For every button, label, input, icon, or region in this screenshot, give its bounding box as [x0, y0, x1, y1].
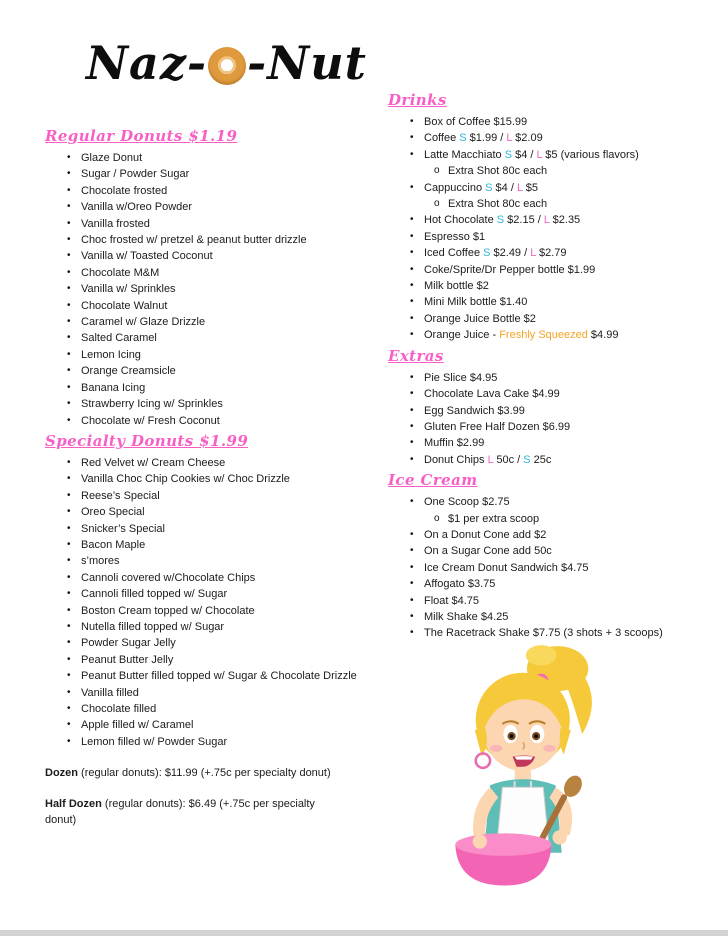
menu-item-text: Milk Shake $4.25	[424, 610, 509, 623]
menu-item-text: Peanut Butter Jelly	[81, 653, 174, 666]
dot-bullet-icon: •	[67, 653, 71, 665]
brand-title-right: -Nut	[247, 36, 367, 90]
dot-bullet-icon: •	[410, 528, 414, 540]
menu-item-text: Boston Cream topped w/ Chocolate	[81, 604, 255, 617]
dot-bullet-icon: •	[67, 735, 71, 747]
menu-item	[45, 701, 379, 717]
menu-item-text: Muffin $2.99	[424, 437, 485, 450]
menu-item	[388, 180, 722, 196]
menu-item	[45, 380, 379, 396]
menu-item-text: Espresso $1	[424, 230, 486, 243]
menu-item-text: One Scoop $2.75	[424, 496, 510, 509]
dot-bullet-icon: •	[410, 280, 414, 292]
menu-item	[388, 294, 722, 310]
menu-item-text: Coke/Sprite/Dr Pepper bottle $1.99	[424, 263, 596, 276]
menu-item	[45, 521, 379, 537]
drinks-heading: Drinks	[388, 91, 447, 109]
circle-bullet-icon: o	[434, 165, 440, 177]
menu-item	[45, 603, 379, 619]
menu-item-text: Nutella filled topped w/ Sugar	[81, 620, 225, 633]
regular-donuts-list	[45, 150, 379, 429]
menu-item-text: Snicker’s Special	[81, 522, 165, 535]
menu-item-text: s’mores	[81, 555, 120, 568]
dot-bullet-icon: •	[410, 148, 414, 160]
menu-item	[388, 311, 722, 327]
dot-bullet-icon: •	[67, 637, 71, 649]
dot-bullet-icon: •	[410, 181, 414, 193]
dot-bullet-icon: •	[67, 588, 71, 600]
menu-item	[388, 527, 722, 543]
menu-item-text: Chocolate filled	[81, 703, 157, 715]
menu-item-text: The Racetrack Shake $7.75 (3 shots + 3 scoops)	[424, 627, 663, 640]
menu-item	[45, 619, 379, 635]
section-ice-cream	[388, 471, 722, 642]
dot-bullet-icon: •	[67, 184, 71, 196]
dot-bullet-icon: •	[67, 250, 71, 262]
dot-bullet-icon: •	[67, 414, 71, 426]
menu-item	[45, 471, 379, 487]
menu-item	[388, 147, 722, 163]
menu-item	[45, 734, 379, 750]
menu-item-text: Extra Shot 80c each	[448, 198, 548, 211]
menu-item	[45, 347, 379, 363]
dot-bullet-icon: •	[67, 316, 71, 328]
dot-bullet-icon: •	[67, 365, 71, 377]
drinks-list	[388, 114, 722, 344]
menu-item-text: On a Sugar Cone add 50c	[424, 545, 552, 558]
dot-bullet-icon: •	[410, 453, 414, 465]
dozen-label: Dozen	[45, 767, 78, 780]
menu-item-text: Salted Caramel	[81, 332, 157, 345]
menu-item-text: Vanilla frosted	[81, 217, 150, 230]
circle-bullet-icon: o	[434, 198, 440, 210]
dot-bullet-icon: •	[67, 719, 71, 731]
menu-item	[45, 183, 379, 199]
dot-bullet-icon: •	[67, 348, 71, 360]
menu-item-text: Chocolate frosted	[81, 184, 168, 197]
dot-bullet-icon: •	[410, 247, 414, 259]
dot-bullet-icon: •	[67, 266, 71, 278]
dozen-price-note	[45, 765, 347, 781]
menu-item	[45, 413, 379, 429]
menu-item	[388, 386, 722, 402]
dot-bullet-icon: •	[67, 473, 71, 485]
menu-item-text: Choc frosted w/ pretzel & peanut butter drizzle	[81, 234, 307, 247]
menu-item	[45, 330, 379, 346]
menu-item-text: Chocolate M&M	[81, 266, 160, 279]
menu-item-text: Glaze Donut	[81, 152, 143, 164]
dot-bullet-icon: •	[410, 496, 414, 508]
menu-item-text: Orange Juice Bottle $2	[424, 312, 536, 325]
menu-item-text: Banana Icing	[81, 381, 146, 394]
menu-item	[45, 652, 379, 668]
menu-item	[388, 278, 722, 294]
circle-bullet-icon: o	[434, 512, 440, 524]
menu-item	[45, 586, 379, 602]
baker-girl-illustration	[428, 642, 634, 908]
menu-item	[45, 488, 379, 504]
dot-bullet-icon: •	[410, 594, 414, 606]
menu-item-text: Caramel w/ Glaze Drizzle	[81, 316, 206, 329]
donut-icon	[208, 47, 246, 85]
menu-item	[45, 166, 379, 182]
menu-item	[388, 593, 722, 609]
dot-bullet-icon: •	[67, 234, 71, 246]
menu-item-text: Orange Juice - Freshly Squeezed $4.99	[424, 329, 619, 342]
dot-bullet-icon: •	[67, 555, 71, 567]
dot-bullet-icon: •	[67, 620, 71, 632]
menu-item	[45, 396, 379, 412]
half-dozen-label: Half Dozen	[45, 798, 102, 811]
menu-item-text: Pie Slice $4.95	[424, 371, 498, 384]
menu-item-text: Chocolate Walnut	[81, 299, 168, 312]
specialty-donuts-heading: Specialty Donuts $1.99	[45, 431, 249, 450]
dot-bullet-icon: •	[67, 283, 71, 295]
menu-item-text: $1 per extra scoop	[448, 512, 540, 525]
menu-item	[45, 668, 379, 684]
dot-bullet-icon: •	[67, 201, 71, 213]
half-dozen-text: (regular donuts): $6.49 (+.75c per specialty donut)	[45, 798, 315, 827]
menu-item	[45, 553, 379, 569]
menu-item	[388, 403, 722, 419]
dot-bullet-icon: •	[410, 296, 414, 308]
menu-item-text: Orange Creamsicle	[81, 365, 176, 378]
menu-item-text: Peanut Butter filled topped w/ Sugar & Chocolate Drizzle	[81, 670, 357, 683]
menu-item-text: Bacon Maple	[81, 538, 146, 551]
menu-item	[45, 150, 379, 166]
dot-bullet-icon: •	[410, 329, 414, 341]
menu-item	[45, 298, 379, 314]
menu-item	[388, 370, 722, 386]
menu-item-text: Strawberry Icing w/ Sprinkles	[81, 398, 223, 411]
dot-bullet-icon: •	[67, 670, 71, 682]
menu-item	[45, 265, 379, 281]
section-extras	[388, 347, 722, 468]
right-column	[388, 88, 722, 642]
menu-item-text: Vanilla w/Oreo Powder	[81, 201, 193, 214]
menu-item	[388, 262, 722, 278]
dot-bullet-icon: •	[410, 132, 414, 144]
brand-title-left: Naz-	[86, 36, 208, 90]
menu-item	[45, 314, 379, 330]
menu-item	[45, 570, 379, 586]
menu-item-text: Chocolate w/ Fresh Coconut	[81, 414, 220, 427]
menu-item-text: Vanilla Choc Chip Cookies w/ Choc Drizzle	[81, 473, 290, 486]
menu-item-text: Float $4.75	[424, 594, 480, 607]
menu-item-text: Gluten Free Half Dozen $6.99	[424, 420, 571, 433]
dot-bullet-icon: •	[410, 610, 414, 622]
menu-item-text: Vanilla filled	[81, 686, 139, 699]
menu-item	[388, 327, 722, 343]
menu-item	[388, 452, 722, 468]
dot-bullet-icon: •	[410, 388, 414, 400]
dot-bullet-icon: •	[67, 168, 71, 180]
dozen-text: (regular donuts): $11.99 (+.75c per specialty donut)	[78, 767, 331, 780]
extras-heading: Extras	[388, 346, 444, 365]
menu-item	[45, 232, 379, 248]
menu-item	[45, 248, 379, 264]
menu-sub-item	[388, 196, 722, 212]
dot-bullet-icon: •	[410, 230, 414, 242]
page-bottom-edge	[0, 930, 728, 936]
menu-item	[45, 455, 379, 471]
menu-item-text: Iced Coffee S $2.49 / L $2.79	[424, 247, 567, 260]
dot-bullet-icon: •	[410, 561, 414, 573]
dot-bullet-icon: •	[410, 578, 414, 590]
ice-cream-heading: Ice Cream	[388, 471, 478, 490]
dot-bullet-icon: •	[67, 217, 71, 229]
menu-item-text: On a Donut Cone add $2	[424, 528, 547, 541]
menu-item	[45, 281, 379, 297]
menu-item-text: Lemon Icing	[81, 348, 141, 361]
section-drinks	[388, 91, 722, 344]
dot-bullet-icon: •	[67, 152, 71, 163]
menu-item	[388, 576, 722, 592]
menu-item	[388, 212, 722, 228]
regular-donuts-heading: Regular Donuts $1.19	[45, 127, 238, 145]
menu-item	[45, 363, 379, 379]
dot-bullet-icon: •	[67, 456, 71, 468]
dot-bullet-icon: •	[67, 299, 71, 311]
menu-item	[45, 717, 379, 733]
menu-sub-item	[388, 163, 722, 179]
menu-item-text: Red Velvet w/ Cream Cheese	[81, 456, 226, 469]
menu-item	[388, 130, 722, 146]
dot-bullet-icon: •	[410, 116, 414, 127]
menu-item-text: Milk bottle $2	[424, 280, 489, 293]
menu-item-text: Powder Sugar Jelly	[81, 637, 176, 650]
menu-item-text: Oreo Special	[81, 506, 145, 519]
menu-item-text: Cannoli covered w/Chocolate Chips	[81, 571, 256, 584]
menu-item-text: Lemon filled w/ Powder Sugar	[81, 735, 228, 748]
dot-bullet-icon: •	[67, 686, 71, 698]
menu-item-text: Donut Chips L 50c / S 25c	[424, 453, 552, 466]
menu-item-text: Mini Milk bottle $1.40	[424, 296, 528, 309]
dot-bullet-icon: •	[67, 522, 71, 534]
menu-item-text: Extra Shot 80c each	[448, 165, 548, 178]
menu-item	[45, 537, 379, 553]
menu-item	[388, 229, 722, 245]
menu-item	[388, 625, 722, 641]
menu-item	[388, 560, 722, 576]
menu-item-text: Vanilla w/ Toasted Coconut	[81, 250, 213, 263]
menu-item	[45, 199, 379, 215]
left-column	[45, 124, 379, 828]
section-regular-donuts	[45, 127, 379, 429]
dot-bullet-icon: •	[410, 420, 414, 432]
dot-bullet-icon: •	[410, 437, 414, 449]
menu-item	[388, 245, 722, 261]
menu-item-text: Box of Coffee $15.99	[424, 116, 528, 128]
menu-item	[388, 114, 722, 130]
dot-bullet-icon: •	[67, 398, 71, 410]
ice-cream-list	[388, 494, 722, 642]
extras-list	[388, 370, 722, 468]
menu-item-text: Sugar / Powder Sugar	[81, 168, 190, 181]
dot-bullet-icon: •	[410, 371, 414, 383]
menu-item-text: Coffee S $1.99 / L $2.09	[424, 132, 543, 145]
dot-bullet-icon: •	[67, 489, 71, 501]
menu-item-text: Cannoli filled topped w/ Sugar	[81, 588, 228, 601]
dot-bullet-icon: •	[67, 604, 71, 616]
menu-item-text: Apple filled w/ Caramel	[81, 719, 194, 732]
menu-item-text: Chocolate Lava Cake $4.99	[424, 388, 560, 401]
dot-bullet-icon: •	[67, 506, 71, 518]
menu-item-text: Ice Cream Donut Sandwich $4.75	[424, 561, 589, 574]
menu-item-text: Cappuccino S $4 / L $5	[424, 181, 538, 194]
menu-item-text: Hot Chocolate S $2.15 / L $2.35	[424, 214, 581, 227]
dot-bullet-icon: •	[67, 571, 71, 583]
menu-item	[45, 216, 379, 232]
half-dozen-price-note	[45, 796, 347, 828]
menu-item	[388, 609, 722, 625]
menu-item-text: Latte Macchiato S $4 / L $5 (various flavors)	[424, 148, 639, 161]
menu-item-text: Vanilla w/ Sprinkles	[81, 283, 176, 296]
menu-item-text: Reese’s Special	[81, 489, 160, 502]
dot-bullet-icon: •	[67, 381, 71, 393]
menu-item	[45, 635, 379, 651]
dot-bullet-icon: •	[410, 545, 414, 557]
menu-item	[388, 419, 722, 435]
menu-item	[45, 685, 379, 701]
dot-bullet-icon: •	[67, 538, 71, 550]
section-specialty-donuts	[45, 432, 379, 750]
specialty-donuts-list	[45, 455, 379, 750]
menu-item	[388, 435, 722, 451]
brand-title	[86, 36, 367, 90]
dot-bullet-icon: •	[410, 404, 414, 416]
menu-sub-item	[388, 511, 722, 527]
dot-bullet-icon: •	[410, 312, 414, 324]
menu-item-text: Egg Sandwich $3.99	[424, 404, 525, 417]
dot-bullet-icon: •	[67, 332, 71, 344]
dot-bullet-icon: •	[410, 263, 414, 275]
dot-bullet-icon: •	[67, 703, 71, 714]
menu-item	[45, 504, 379, 520]
dot-bullet-icon: •	[410, 214, 414, 226]
menu-item	[388, 543, 722, 559]
menu-item	[388, 494, 722, 510]
dot-bullet-icon: •	[410, 627, 414, 639]
menu-item-text: Affogato $3.75	[424, 578, 496, 591]
